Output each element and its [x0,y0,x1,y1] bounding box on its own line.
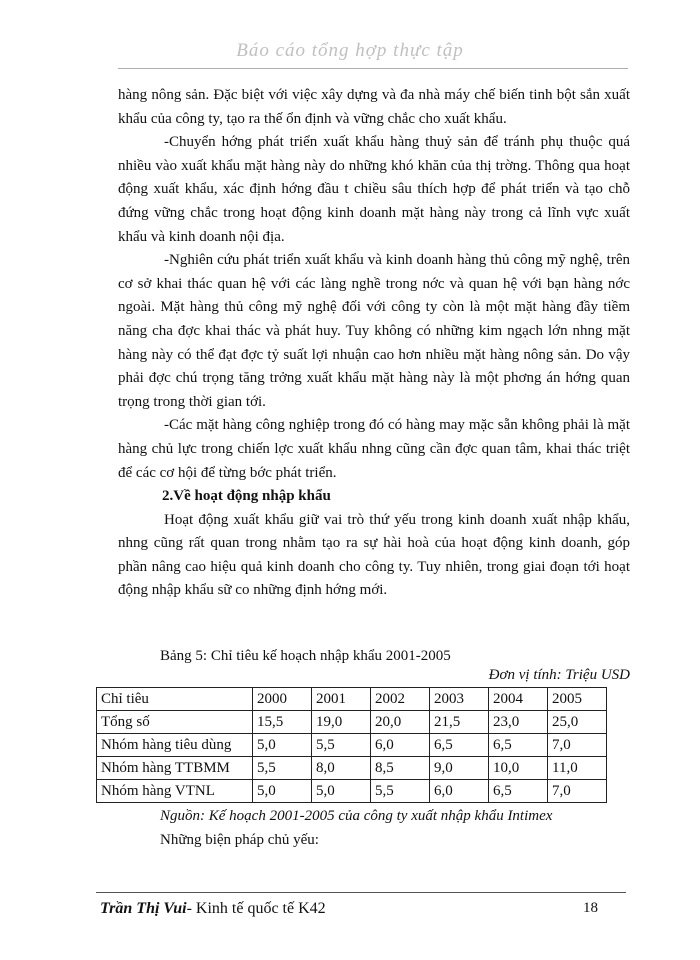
table-cell: 6,0 [430,780,489,803]
footer-author [100,900,326,918]
header-cell: 2002 [371,688,430,711]
table-cell: 5,5 [312,734,371,757]
table-row [97,711,607,734]
table-caption: Bảng 5: Chỉ tiêu kế hoạch nhập khẩu 2001-2005 [160,648,451,664]
table-cell: 7,0 [548,734,607,757]
table-cell: 20,0 [371,711,430,734]
table-cell: 8,5 [371,757,430,780]
header-cell: 2005 [548,688,607,711]
paragraph-handicraft: -Nghiên cứu phát triển xuất khẩu và kinh doanh hàng thủ công mỹ nghệ, trên cơ sở khai thác quan hệ với các làng nghề trong nớc và quan hệ với bạn hàng nớc ngoài. Mặt hàng thủ công mỹ nghệ đối với công ty còn là một mặt hàng đầy tiềm năng cha đợc khai thác và phát huy. Tuy không có những kim ngạch lớn nhng mặt hàng này có thể đạt đợc tỷ suất lợi nhuận cao hơn nhiều mặt hàng nông sản. Do vậy phải đợc chú trọng tăng trởng xuất khẩu mặt hàng này là một phơng án hớng quan trọng trong thời gian tới. [118,252,630,410]
table-cell: 11,0 [548,757,607,780]
table-cell: 6,5 [489,734,548,757]
row-label: Nhóm hàng tiêu dùng [97,734,253,757]
header-cell: 2000 [253,688,312,711]
table-row [97,734,607,757]
table-cell: 7,0 [548,780,607,803]
header-divider [118,68,628,69]
table-cell: 19,0 [312,711,371,734]
page-number: 18 [583,900,598,916]
table-cell: 23,0 [489,711,548,734]
table-cell: 25,0 [548,711,607,734]
header-cell: Chỉ tiêu [97,688,253,711]
table-cell: 8,0 [312,757,371,780]
table-cell: 9,0 [430,757,489,780]
table-cell: 10,0 [489,757,548,780]
row-label: Nhóm hàng TTBMM [97,757,253,780]
table-cell: 5,5 [371,780,430,803]
page-header: Báo cáo tổng hợp thực tập [236,40,464,61]
author-course: - Kinh tế quốc tế K42 [186,900,326,917]
table-cell: 6,5 [489,780,548,803]
table-row [97,757,607,780]
row-label: Nhóm hàng VTNL [97,780,253,803]
table-cell: 5,0 [253,780,312,803]
paragraph-continuation: hàng nông sản. Đặc biệt với việc xây dựng và đa nhà máy chế biến tinh bột sắn xuất khẩu của công ty, tạo ra thế ổn định và vững chắc cho xuất khẩu. [118,87,630,127]
paragraph-industrial: -Các mặt hàng công nghiệp trong đó có hàng may mặc sẵn không phải là mặt hàng chủ lực trong chiến lợc xuất khẩu nhng cũng cần đợc quan tâm, khai thác triệt để các cơ hội để từng bớc phát triển. [118,417,630,481]
table-cell: 5,5 [253,757,312,780]
body-text [118,84,630,603]
header-cell: 2004 [489,688,548,711]
table-row [97,780,607,803]
measures-heading: Những biện pháp chủ yếu: [160,832,319,848]
author-name: Trần Thị Vui [100,900,187,917]
table-cell: 6,5 [430,734,489,757]
table-source: Nguồn: Kế hoạch 2001-2005 của công ty xuất nhập khẩu Intimex [160,808,553,824]
table-cell: 5,0 [312,780,371,803]
table-unit: Đơn vị tính: Triệu USD [488,667,630,683]
table-cell: 6,0 [371,734,430,757]
table-cell: 5,0 [253,734,312,757]
paragraph-seafood: -Chuyển hớng phát triển xuất khẩu hàng thuỷ sản để tránh phụ thuộc quá nhiều vào xuất khẩu mặt hàng này do những khó khăn của thị trờng. Thông qua hoạt động xuất khẩu, xác định hớng đầu t chiều sâu thích hợp để phát triển và tạo chỗ đứng vững chắc trong hoạt động kinh doanh mặt hàng này trong cả lĩnh vực xuất khẩu và kinh doanh nội địa. [118,134,630,245]
table-cell: 15,5 [253,711,312,734]
section-heading: 2.Về hoạt động nhập khẩu [162,488,331,505]
header-cell: 2003 [430,688,489,711]
row-label: Tổng số [97,711,253,734]
footer-divider [96,892,626,893]
paragraph-import: Hoạt động xuất khẩu giữ vai trò thứ yếu trong kinh doanh xuất nhập khẩu, nhng cũng rất quan trong nhằm tạo ra sự hài hoà của hoạt động kinh doanh, góp phần nâng cao hiệu quả kinh doanh cho công ty. Tuy nhiên, trong giai đoạn tới hoạt động nhập khẩu sữ co những định hớng mới. [118,511,630,599]
table-header-row [97,688,607,711]
import-plan-table [96,687,607,803]
header-cell: 2001 [312,688,371,711]
table-cell: 21,5 [430,711,489,734]
